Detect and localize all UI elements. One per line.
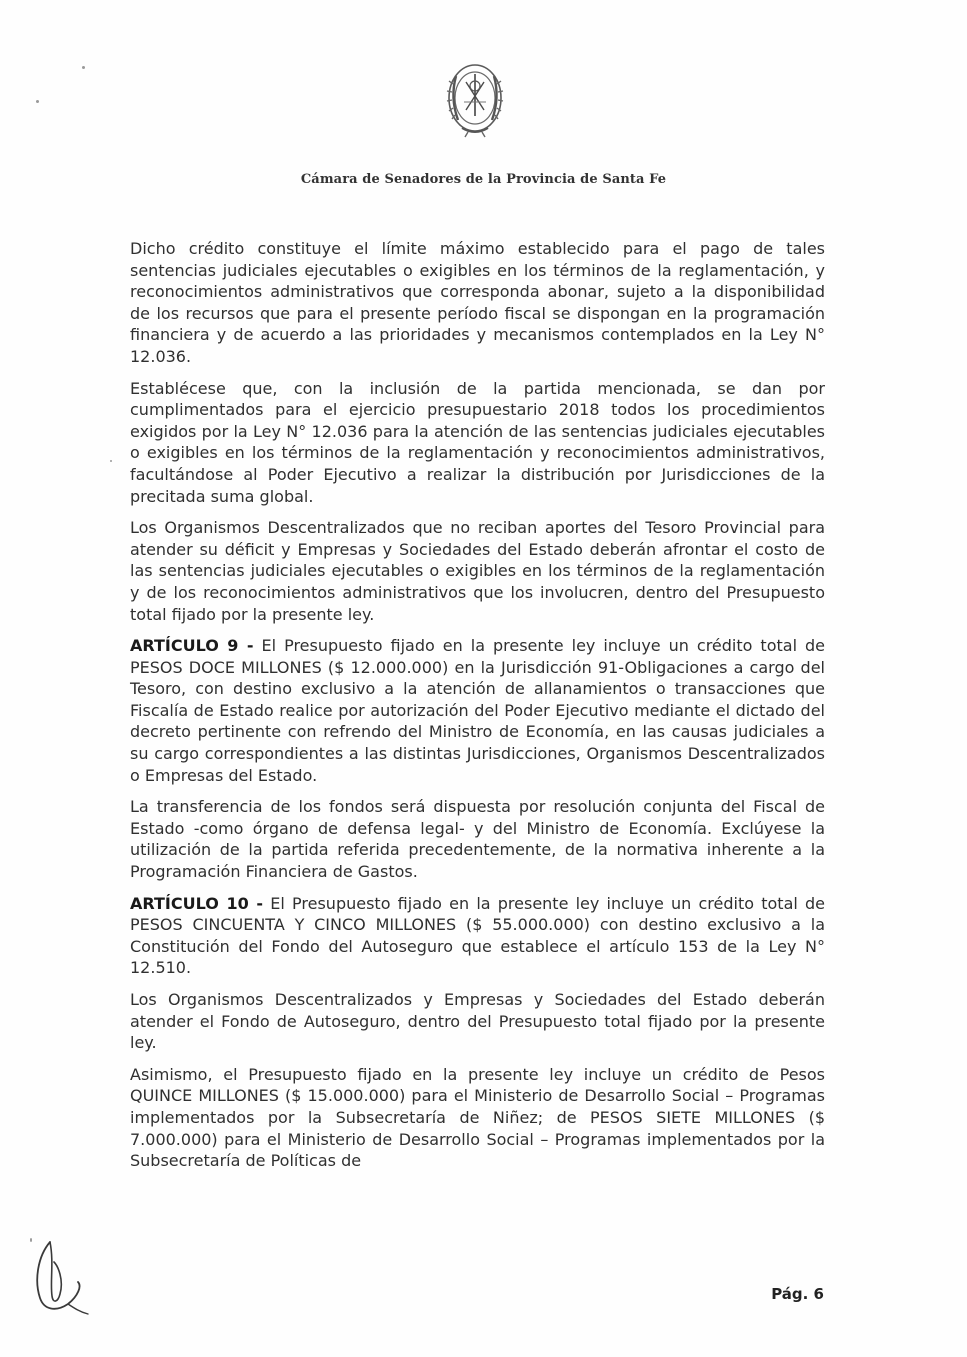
paragraph [130,989,825,1054]
article-9-label: ARTÍCULO 9 - [130,636,254,656]
paragraph-text: El Presupuesto fijado en la presente ley incluye un crédito total de PESOS DOCE MILLONES ($ 12.000.000) en la Jurisdicción 91-Obligaciones a cargo del Tesoro, con destino exclusivo a la atención de allanamientos o transacciones que Fiscalía de Estado realice por autorización del Poder Ejecutivo mediante el dictado del decreto pertinente con refrendo del Ministro de Economía, en las causas judiciales a su cargo correspondientes a las distintas Jurisdicciones, Organismos Descentralizados o Empresas del Estado. [130,636,826,785]
paragraph-text: Los Organismos Descentralizados que no reciban aportes del Tesoro Provincial para atender su déficit y Empresas y Sociedades del Estado deberán afrontar el costo de las sentencias judiciales ejecutables o exigibles en los términos de la reglamentación y de los reconocimientos administrativos que los involucren, dentro del Presupuesto total fijado por la presente ley. [130,518,825,624]
article-10-label: ARTÍCULO 10 - [130,893,264,913]
paragraph-text: Asimismo, el Presupuesto fijado en la presente ley incluye un crédito de Pesos QUINCE MILLONES ($ 15.000.000) para el Ministerio de Desarrollo Social – Programas implementados por la Subsecretaría de Niñez; de PESOS SIETE MILLONES ($ 7.000.000) para el Ministerio de Desarrollo Social – Programas implementados por la Subsecretaría de Políticas de [130,1064,825,1171]
page-number: Pág. 6 [771,1285,824,1303]
document-body [130,238,825,1182]
paragraph-text: El Presupuesto fijado en la presente ley incluye un crédito total de PESOS CINCUENTA Y CINCO MILLONES ($ 55.000.000) con destino exclusivo a la Constitución del Fondo del Autoseguro que establece el artículo 153 de la Ley N° 12.510. [130,893,826,978]
paragraph [130,378,825,508]
paragraph [130,796,825,882]
paragraph [130,517,825,625]
paragraph [130,238,825,368]
paragraph-text: La transferencia de los fondos será dispuesta por resolución conjunta del Fiscal de Estado -como órgano de defensa legal- y del Ministro de Economía. Exclúyese la utilización de la partida referida precedentemente, de la normativa inherente a la Programación Financiera de Gastos. [130,797,825,882]
signature-initial-icon [28,1232,92,1316]
paragraph-text: Dicho crédito constituye el límite máximo establecido para el pago de tales sentencias judiciales ejecutables o exigibles en los términos de la reglamentación, y reconocimientos administrativos que corresponda abonar, sujeto a la disponibilidad de los recursos que para el presente período fiscal se dispongan en la programación financiera y de acuerdo a las prioridades y mecanismos contemplados en la Ley N° 12.036. [130,239,825,366]
paragraph [130,1064,825,1172]
paragraph-text: Establécese que, con la inclusión de la partida mencionada, se dan por cumplimentados para el ejercicio presupuestario 2018 todos los procedimientos exigidos por la Ley N° 12.036 para la atención de las sentencias judiciales ejecutables o exigibles en los términos de la reglamentación y reconocimientos administrativos, facultándose al Poder Ejecutivo a realizar la distribución por Jurisdicciones de la precitada suma global. [130,378,825,506]
scan-speck [82,66,85,69]
article-paragraph [130,635,825,786]
scan-speck [110,460,112,462]
scan-speck [30,1238,32,1242]
coat-of-arms-icon [444,58,506,138]
scan-speck [36,100,39,103]
paragraph-text: Los Organismos Descentralizados y Empresas y Sociedades del Estado deberán atender el Fondo de Autoseguro, dentro del Presupuesto total fijado por la presente ley. [130,990,825,1053]
article-paragraph [130,893,825,979]
institution-header: Cámara de Senadores de la Provincia de Santa Fe [300,172,667,187]
